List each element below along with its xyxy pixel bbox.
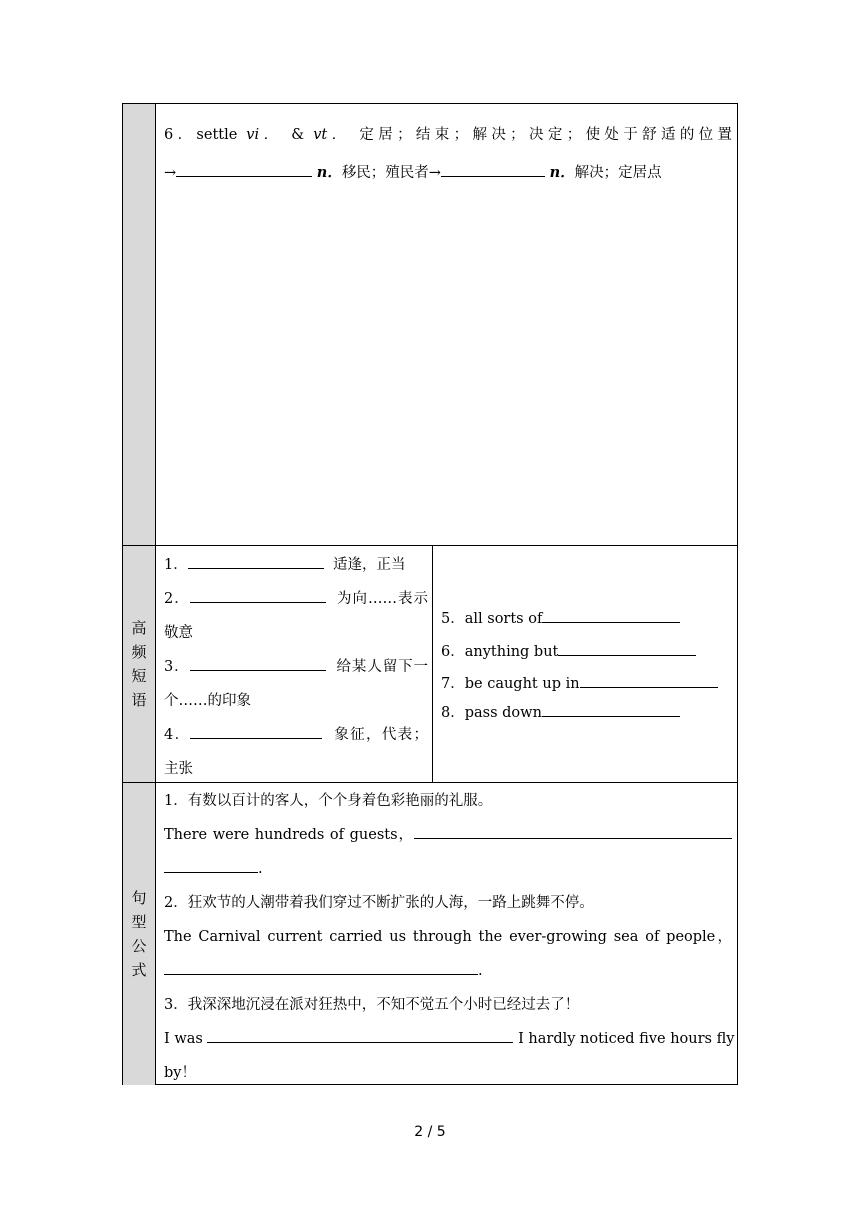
phrase-item: [164, 650, 428, 718]
phrase-item: [441, 699, 732, 727]
phrase-meaning: 为向……表示敬意: [164, 591, 429, 641]
sentence-punctuation: .: [478, 963, 483, 979]
answer-blank[interactable]: [542, 702, 680, 717]
sentence-text: I was: [164, 1031, 203, 1047]
phrase-meaning: 象征，代表；主张: [164, 727, 429, 777]
side-label-phrases: [123, 545, 156, 782]
vocab-cell: [156, 104, 738, 545]
sentence-3-chinese: 3．我深深地沉浸在派对狂热中，不知不觉五个小时已经过去了！: [164, 997, 580, 1013]
phrase-meaning: 给某人留下一个……的印象: [164, 659, 429, 709]
phrase-text: 6．anything but: [441, 644, 559, 660]
pos-tag: n．: [549, 164, 575, 181]
sentence-1-english: [164, 818, 732, 852]
arrow-icon: →: [164, 165, 177, 181]
answer-blank[interactable]: [176, 162, 312, 177]
sentence-2-english: The Carnival current carried us through the ever-growing sea of people，: [164, 929, 732, 945]
answer-blank[interactable]: [164, 960, 478, 975]
side-label-sentences: [123, 782, 156, 1085]
answer-blank[interactable]: [190, 724, 322, 739]
answer-blank[interactable]: [414, 824, 732, 839]
answer-blank[interactable]: [190, 656, 326, 671]
sentence-text: I hardly noticed five hours fly: [518, 1031, 735, 1047]
vocab-item-6-line2: [164, 154, 732, 192]
sentences-label: 句型公式: [131, 888, 147, 979]
phrase-item: [164, 582, 428, 650]
vocab-meaning: 定居；结束；解决；决定；使处于舒适的位置: [359, 127, 733, 143]
phrase-item: [441, 669, 732, 699]
phrase-number: 2．: [164, 591, 190, 607]
phrase-item: [441, 603, 732, 636]
phrase-number: 4．: [164, 727, 191, 743]
pos-tag: vi．: [246, 127, 283, 143]
side-label-vocab: [123, 104, 156, 545]
sentence-1-chinese: 1．有数以百计的客人，个个身着色彩艳丽的礼服。: [164, 793, 493, 809]
phrase-text: 8．pass down: [441, 705, 542, 721]
phrase-text: 5．all sorts of: [441, 611, 543, 627]
phrase-text: 7．be caught up in: [441, 676, 580, 692]
worksheet-table: [122, 103, 738, 1085]
phrase-number: 3．: [164, 659, 190, 675]
phrase-item: [441, 636, 732, 669]
phrase-item: [164, 548, 428, 582]
answer-blank[interactable]: [558, 641, 696, 656]
sentence-text: There were hundreds of guests，: [164, 827, 414, 843]
answer-blank[interactable]: [542, 608, 680, 623]
answer-blank[interactable]: [190, 588, 326, 603]
sentence-1-continuation: [164, 852, 732, 886]
sentence-punctuation: .: [258, 861, 263, 877]
phrases-left-cell: [156, 545, 433, 782]
sentences-cell: [156, 782, 738, 1085]
sentence-2-continuation: [164, 954, 732, 988]
answer-blank[interactable]: [164, 858, 258, 873]
phrases-label: 高频短语: [131, 618, 147, 709]
page-number: 2 / 5: [414, 1124, 446, 1140]
answer-blank[interactable]: [207, 1028, 513, 1043]
vocab-word: 6．settle: [164, 127, 238, 143]
answer-blank[interactable]: [580, 673, 718, 688]
answer-blank[interactable]: [441, 162, 545, 177]
vocab-item-6-line1: [164, 116, 732, 154]
pos-tag: n．: [316, 164, 342, 181]
vocab-meaning: 解决；定居点: [574, 165, 662, 181]
sentence-3-english: [164, 1022, 735, 1056]
sentence-2-chinese: 2．狂欢节的人潮带着我们穿过不断扩张的人海，一路上跳舞不停。: [164, 895, 594, 911]
phrases-right-cell: [433, 545, 738, 782]
phrase-meaning: 适逢，正当: [332, 557, 406, 573]
phrase-number: 1．: [164, 557, 188, 573]
sentence-3-continuation: by！: [164, 1065, 196, 1081]
pos-tag: vt．: [313, 127, 351, 143]
answer-blank[interactable]: [188, 554, 324, 569]
ampersand: &: [291, 127, 305, 143]
phrase-item: [164, 718, 428, 786]
vocab-meaning: 移民；殖民者→: [341, 165, 441, 181]
